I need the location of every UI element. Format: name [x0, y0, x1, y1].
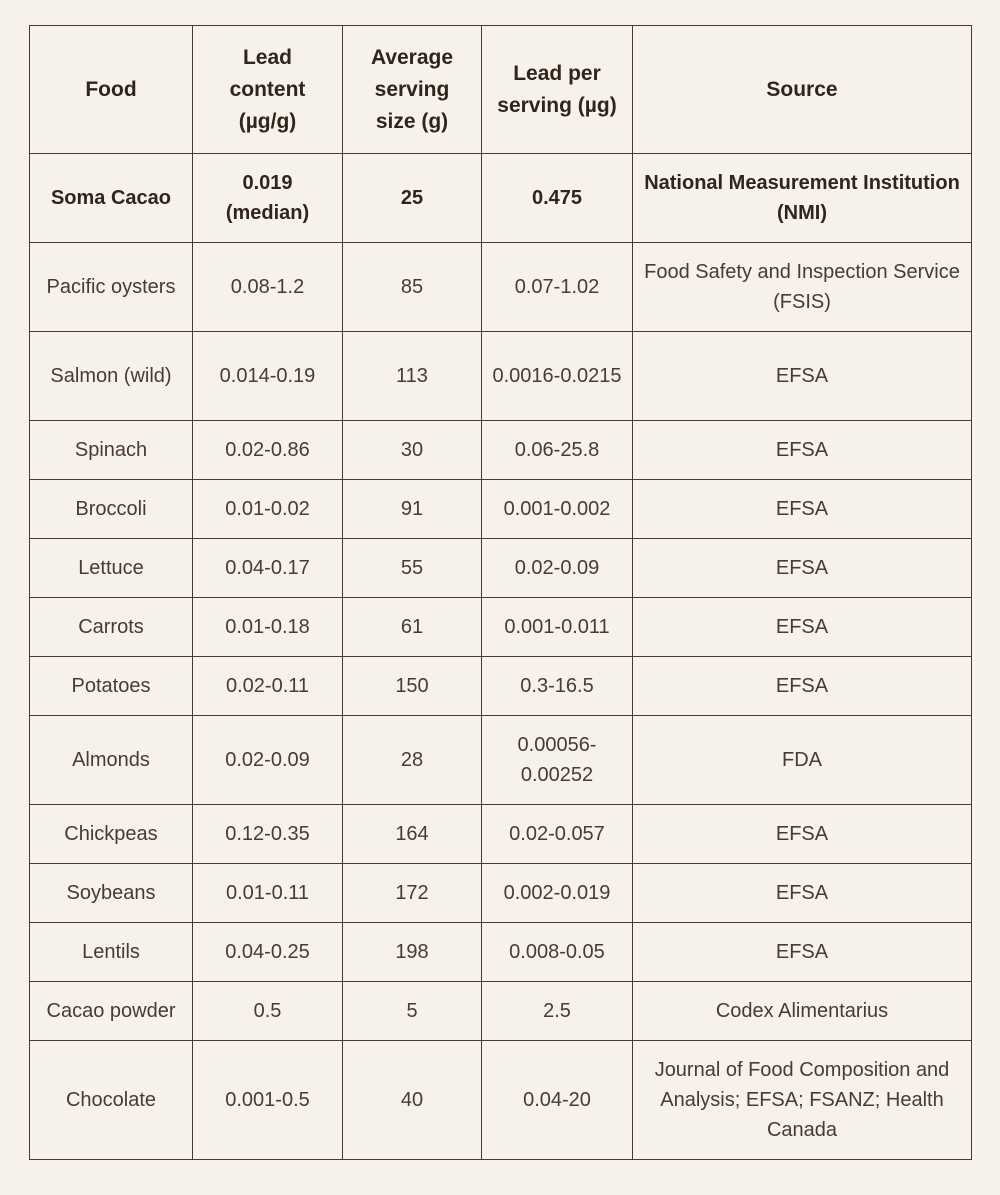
cell-serving-size: 5	[343, 982, 482, 1041]
cell-lead-per-serving: 0.001-0.011	[482, 598, 633, 657]
header-food: Food	[30, 26, 193, 154]
cell-lead-per-serving: 0.02-0.057	[482, 805, 633, 864]
cell-food: Pacific oysters	[30, 243, 193, 332]
cell-lead-per-serving: 0.07-1.02	[482, 243, 633, 332]
cell-lead-per-serving: 0.04-20	[482, 1041, 633, 1160]
cell-food: Broccoli	[30, 480, 193, 539]
cell-lead-content: 0.01-0.11	[193, 864, 343, 923]
cell-lead-content: 0.02-0.86	[193, 421, 343, 480]
cell-serving-size: 25	[343, 154, 482, 243]
cell-source: Food Safety and Inspection Service (FSIS)	[633, 243, 972, 332]
cell-serving-size: 91	[343, 480, 482, 539]
cell-source: National Measurement Institution (NMI)	[633, 154, 972, 243]
cell-serving-size: 164	[343, 805, 482, 864]
table-row	[30, 982, 972, 1041]
cell-source: FDA	[633, 716, 972, 805]
cell-source: EFSA	[633, 539, 972, 598]
cell-lead-content: 0.02-0.11	[193, 657, 343, 716]
cell-serving-size: 40	[343, 1041, 482, 1160]
cell-serving-size: 30	[343, 421, 482, 480]
cell-lead-per-serving: 0.475	[482, 154, 633, 243]
cell-lead-content: 0.08-1.2	[193, 243, 343, 332]
cell-serving-size: 61	[343, 598, 482, 657]
cell-food: Carrots	[30, 598, 193, 657]
cell-lead-per-serving: 0.06-25.8	[482, 421, 633, 480]
cell-lead-content: 0.12-0.35	[193, 805, 343, 864]
cell-lead-content: 0.001-0.5	[193, 1041, 343, 1160]
cell-serving-size: 85	[343, 243, 482, 332]
header-source: Source	[633, 26, 972, 154]
cell-serving-size: 150	[343, 657, 482, 716]
cell-lead-per-serving: 0.002-0.019	[482, 864, 633, 923]
cell-source: Journal of Food Composition and Analysis; EFSA; FSANZ; Health Canada	[633, 1041, 972, 1160]
cell-source: Codex Alimentarius	[633, 982, 972, 1041]
table-row	[30, 421, 972, 480]
cell-source: EFSA	[633, 332, 972, 421]
table-row	[30, 598, 972, 657]
cell-serving-size: 172	[343, 864, 482, 923]
cell-lead-content: 0.019 (median)	[193, 154, 343, 243]
header-lead-per-serving: Lead per serving (µg)	[482, 26, 633, 154]
cell-food: Lettuce	[30, 539, 193, 598]
cell-lead-content: 0.014-0.19	[193, 332, 343, 421]
table-row	[30, 480, 972, 539]
cell-source: EFSA	[633, 480, 972, 539]
cell-food: Salmon (wild)	[30, 332, 193, 421]
table-row	[30, 332, 972, 421]
cell-lead-content: 0.04-0.17	[193, 539, 343, 598]
cell-food: Almonds	[30, 716, 193, 805]
cell-lead-per-serving: 2.5	[482, 982, 633, 1041]
cell-serving-size: 28	[343, 716, 482, 805]
cell-lead-per-serving: 0.02-0.09	[482, 539, 633, 598]
cell-lead-content: 0.01-0.18	[193, 598, 343, 657]
table-row	[30, 539, 972, 598]
table-row	[30, 1041, 972, 1160]
cell-lead-per-serving: 0.3-16.5	[482, 657, 633, 716]
cell-lead-per-serving: 0.00056-0.00252	[482, 716, 633, 805]
cell-food: Potatoes	[30, 657, 193, 716]
cell-serving-size: 198	[343, 923, 482, 982]
table-row	[30, 716, 972, 805]
cell-source: EFSA	[633, 657, 972, 716]
cell-lead-per-serving: 0.008-0.05	[482, 923, 633, 982]
table-row	[30, 805, 972, 864]
cell-serving-size: 113	[343, 332, 482, 421]
header-serving-size: Average serving size (g)	[343, 26, 482, 154]
cell-food: Spinach	[30, 421, 193, 480]
cell-food: Soma Cacao	[30, 154, 193, 243]
table-header-row	[30, 26, 972, 154]
table-row	[30, 657, 972, 716]
cell-source: EFSA	[633, 805, 972, 864]
cell-lead-content: 0.5	[193, 982, 343, 1041]
cell-food: Chocolate	[30, 1041, 193, 1160]
cell-food: Lentils	[30, 923, 193, 982]
table-row	[30, 243, 972, 332]
cell-serving-size: 55	[343, 539, 482, 598]
cell-lead-per-serving: 0.001-0.002	[482, 480, 633, 539]
table-row	[30, 923, 972, 982]
table-row	[30, 864, 972, 923]
lead-content-table-container	[29, 25, 972, 1160]
cell-lead-content: 0.01-0.02	[193, 480, 343, 539]
cell-source: EFSA	[633, 421, 972, 480]
cell-lead-content: 0.02-0.09	[193, 716, 343, 805]
cell-food: Soybeans	[30, 864, 193, 923]
cell-lead-per-serving: 0.0016-0.0215	[482, 332, 633, 421]
header-lead-content: Lead content (µg/g)	[193, 26, 343, 154]
cell-food: Chickpeas	[30, 805, 193, 864]
table-row	[30, 154, 972, 243]
cell-source: EFSA	[633, 923, 972, 982]
cell-lead-content: 0.04-0.25	[193, 923, 343, 982]
lead-content-table	[29, 25, 972, 1160]
cell-food: Cacao powder	[30, 982, 193, 1041]
cell-source: EFSA	[633, 598, 972, 657]
cell-source: EFSA	[633, 864, 972, 923]
